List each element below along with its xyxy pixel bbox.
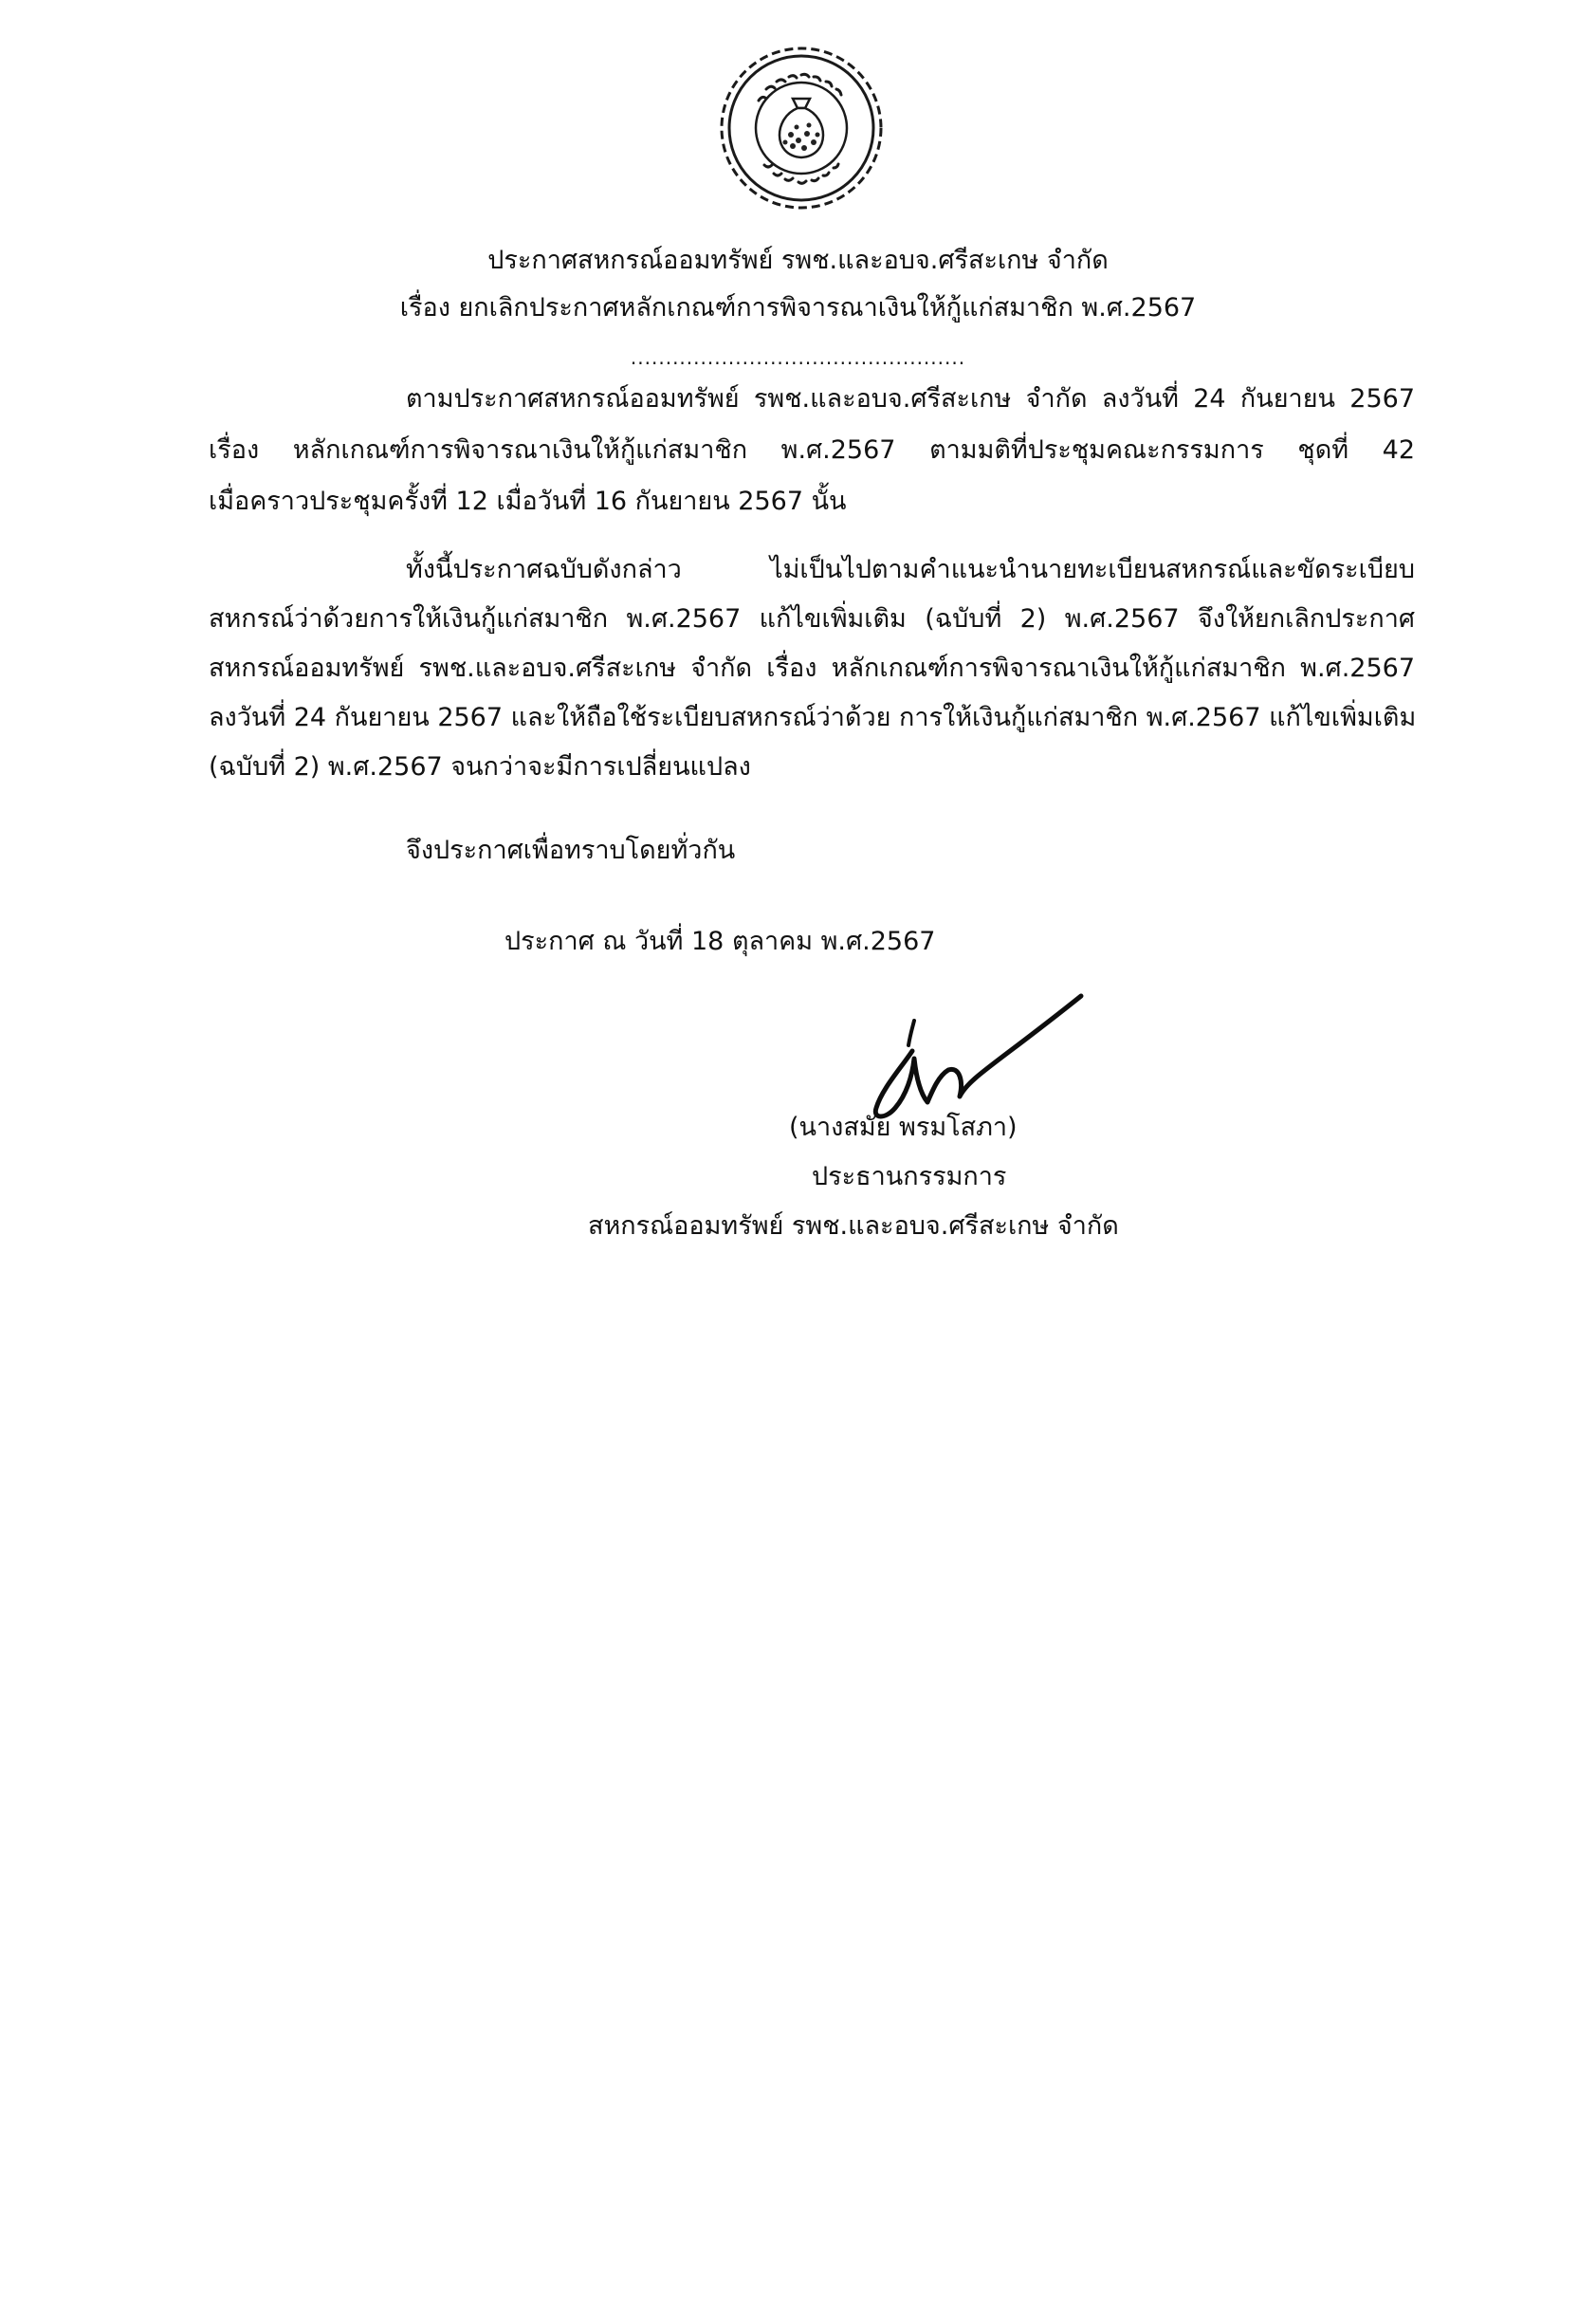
title-separator: ................................................ bbox=[630, 346, 966, 369]
paragraph-1-line: เรื่อง หลักเกณฑ์การพิจารณาเงินให้กู้แก่สมาชิก พ.ศ.2567 ตามมติที่ประชุมคณะกรรมการ ชุดที่ 42 bbox=[209, 435, 1415, 465]
paragraph-1-line: เมื่อคราวประชุมครั้งที่ 12 เมื่อวันที่ 16 กันยายน 2567 นั้น bbox=[209, 487, 847, 516]
paragraph-2-line: สหกรณ์ออมทรัพย์ รพช.และอบจ.ศรีสะเกษ จำกัด เรื่อง หลักเกณฑ์การพิจารณาเงินให้กู้แก่สมาชิก พ.ศ.2567 bbox=[209, 654, 1415, 683]
document-title: ประกาศสหกรณ์ออมทรัพย์ รพช.และอบจ.ศรีสะเกษ จำกัด bbox=[487, 246, 1109, 275]
signatory-organization: สหกรณ์ออมทรัพย์ รพช.และอบจ.ศรีสะเกษ จำกัด bbox=[588, 1211, 1119, 1241]
signatory-position: ประธานกรรมการ bbox=[812, 1162, 1007, 1191]
paragraph-2-line: ลงวันที่ 24 กันยายน 2567 และให้ถือใช้ระเบียบสหกรณ์ว่าด้วย การให้เงินกู้แก่สมาชิก พ.ศ.2567 แก้ไขเพิ่มเติม bbox=[209, 703, 1417, 732]
paragraph-1-line: ตามประกาศสหกรณ์ออมทรัพย์ รพช.และอบจ.ศรีสะเกษ จำกัด ลงวันที่ 24 กันยายน 2567 bbox=[406, 384, 1415, 414]
paragraph-2-line: สหกรณ์ว่าด้วยการให้เงินกู้แก่สมาชิก พ.ศ.2567 แก้ไขเพิ่มเติม (ฉบับที่ 2) พ.ศ.2567 จึงให้ยกเลิกประกาศ bbox=[209, 604, 1415, 634]
announcement-date: ประกาศ ณ วันที่ 18 ตุลาคม พ.ศ.2567 bbox=[504, 927, 936, 956]
closing-statement: จึงประกาศเพื่อทราบโดยทั่วกัน bbox=[406, 836, 736, 865]
document-subject: เรื่อง ยกเลิกประกาศหลักเกณฑ์การพิจารณาเงินให้กู้แก่สมาชิก พ.ศ.2567 bbox=[399, 293, 1197, 323]
paragraph-2-line: ทั้งนี้ประกาศฉบับดังกล่าว ไม่เป็นไปตามคำแนะนำนายทะเบียนสหกรณ์และขัดระเบียบ bbox=[406, 555, 1415, 584]
signatory-name: (นางสมัย พรมโสภา) bbox=[789, 1113, 1018, 1142]
cooperative-seal-icon bbox=[717, 44, 886, 212]
paragraph-2-line: (ฉบับที่ 2) พ.ศ.2567 จนกว่าจะมีการเปลี่ยนแปลง bbox=[209, 752, 751, 782]
handwritten-signature-icon bbox=[853, 977, 1091, 1119]
